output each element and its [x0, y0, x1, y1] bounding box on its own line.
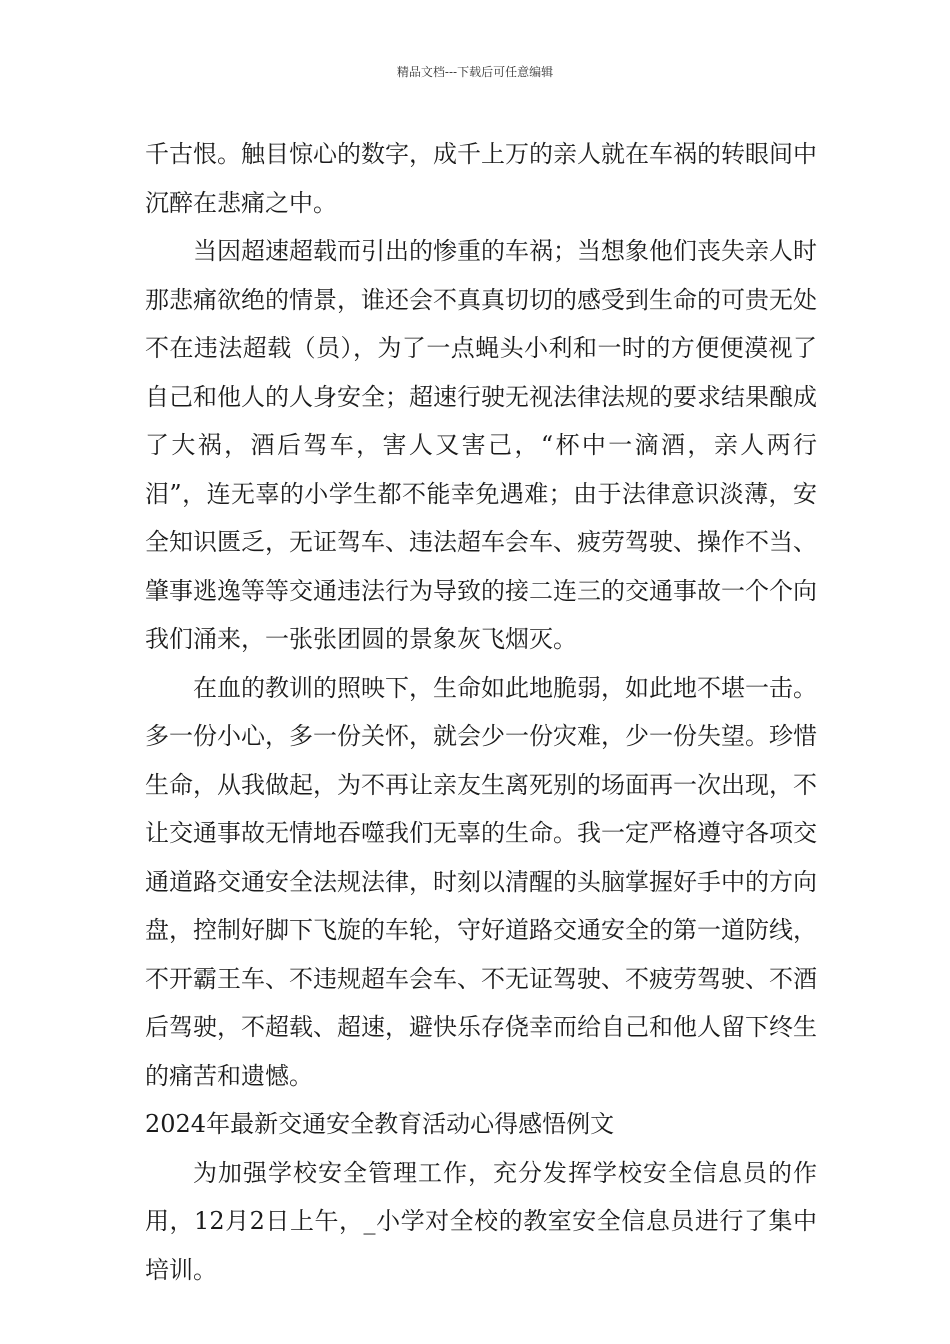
paragraph-cherish-life: 在血的教训的照映下，生命如此地脆弱，如此地不堪一击。多一份小心，多一份关怀，就会少一份灾难，少一份失望。珍惜生命，从我做起，为不再让亲友生离死别的场面再一次出现，不让交通事故无情地吞噬我们无辜的生命。我一定严格遵守各项交通道路交通安全法规法律，时刻以清醒的头脑掌握好手中的方向盘，控制好脚下飞旋的车轮，守好道路交通安全的第一道防线，不开霸王车、不违规超车会车、不无证驾驶、不疲劳驾驶、不酒后驾驶，不超载、超速，避快乐存侥幸而给自己和他人留下终生的痛苦和遗憾。 — [145, 673, 817, 1090]
paragraph-training: 为加强学校安全管理工作，充分发挥学校安全信息员的作用，12月2日上午，_小学对全校的教室安全信息员进行了集中培训。 — [145, 1158, 817, 1284]
page-header: 精品文档---下载后可任意编辑 — [396, 65, 554, 79]
paragraph-accidents: 当因超速超载而引出的惨重的车祸；当想象他们丧失亲人时那悲痛欲绝的情景，谁还会不真真切切的感受到生命的可贵无处不在违法超载（员），为了一点蝇头小利和一时的方便便漠视了自己和他人的人身安全；超速行驶无视法律法规的要求结果酿成了大祸，酒后驾车，害人又害己，“杯中一滴酒，亲人两行泪”，连无辜的小学生都不能幸免遇难；由于法律意识淡薄，安全知识匮乏，无证驾车、违法超车会车、疲劳驾驶、操作不当、肇事逃逸等等交通违法行为导致的接二连三的交通事故一个个向我们涌来，一张张团圆的景象灰飞烟灭。 — [145, 237, 817, 653]
document-body — [145, 130, 817, 1294]
section-heading: 2024年最新交通安全教育活动心得感悟例文 — [145, 1110, 615, 1138]
paragraph-continued: 千古恨。触目惊心的数字，成千上万的亲人就在车祸的转眼间中沉醉在悲痛之中。 — [145, 140, 817, 217]
